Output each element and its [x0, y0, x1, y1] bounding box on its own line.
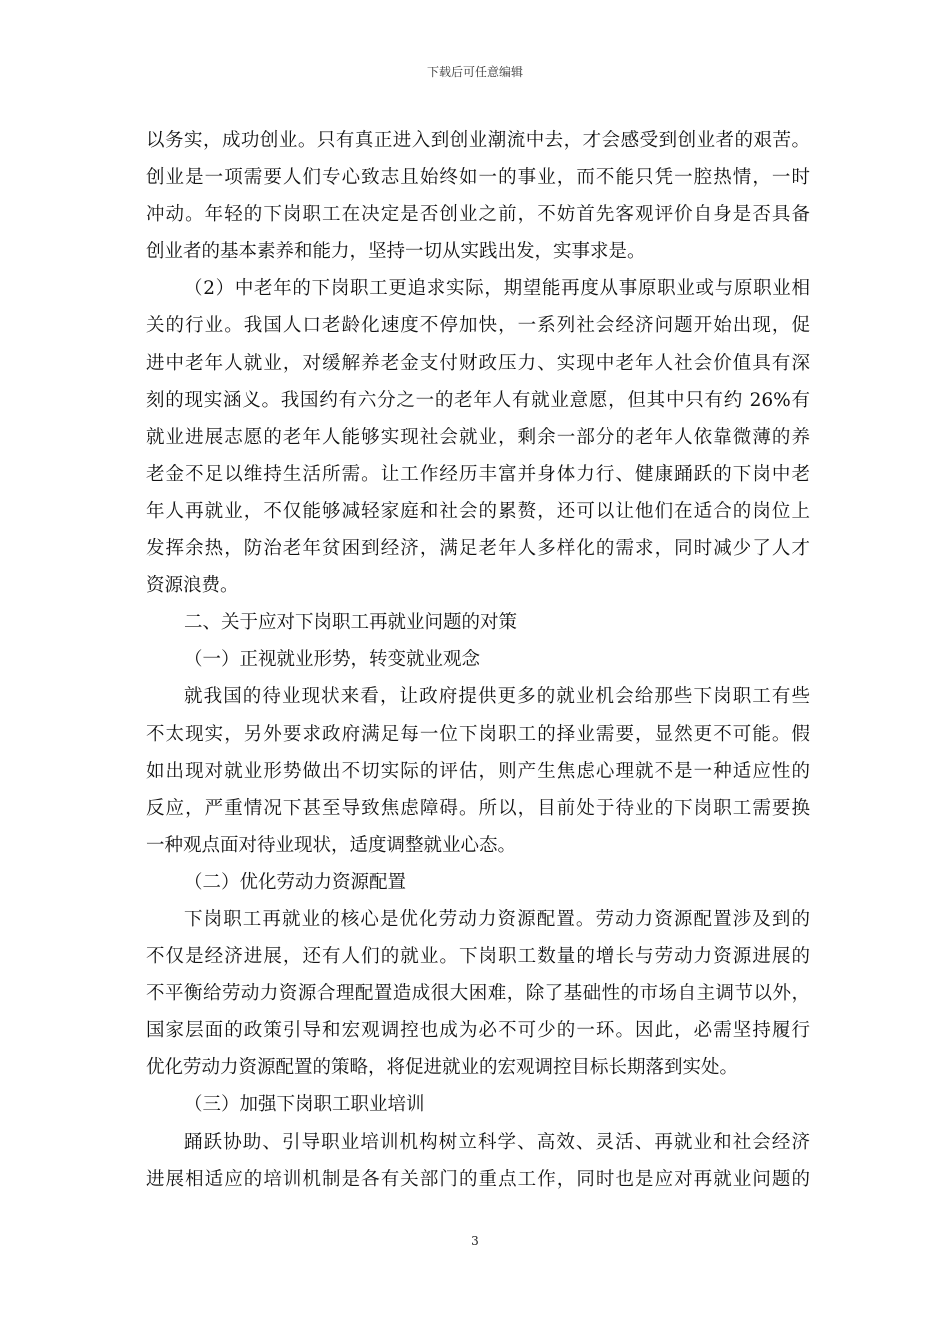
subsection-heading: （一）正视就业形势，转变就业观念 — [184, 649, 481, 671]
page-header: 下载后可任意编辑 — [426, 65, 523, 79]
text-line: 进展相适应的培训机制是各有关部门的重点工作，同时也是应对再就业问题的 — [146, 1168, 810, 1190]
text-line: 踊跃协助、引导职业培训机构树立科学、高效、灵活、再就业和社会经济 — [184, 1131, 810, 1153]
text-line: 关的行业。我国人口老龄化速度不停加快，一系列社会经济问题开始出现，促 — [146, 315, 810, 337]
text-line: 冲动。年轻的下岗职工在决定是否创业之前，不妨首先客观评价自身是否具备 — [146, 204, 810, 226]
text-line: 创业者的基本素养和能力，坚持一切从实践出发，实事求是。 — [146, 241, 646, 263]
text-line: 不平衡给劳动力资源合理配置造成很大困难，除了基础性的市场自主调节以外， — [146, 983, 810, 1005]
text-line: 以务实，成功创业。只有真正进入到创业潮流中去，才会感受到创业者的艰苦。 — [146, 130, 810, 151]
text-line: 就我国的待业现状来看，让政府提供更多的就业机会给那些下岗职工有些 — [184, 686, 810, 708]
text-line: 一种观点面对待业现状，适度调整就业心态。 — [146, 834, 517, 856]
text-line: 发挥余热，防治老年贫困到经济，满足老年人多样化的需求，同时减少了人才 — [146, 538, 810, 560]
text-line: 老金不足以维持生活所需。让工作经历丰富并身体力行、健康踊跃的下岗中老 — [146, 463, 810, 485]
text-line: 优化劳动力资源配置的策略，将促进就业的宏观调控目标长期落到实处。 — [146, 1057, 739, 1079]
subsection-heading: （三）加强下岗职工职业培训 — [184, 1094, 425, 1116]
text-line: 进中老年人就业，对缓解养老金支付财政压力、实现中老年人社会价值具有深 — [146, 352, 810, 374]
text-line: （2）中老年的下岗职工更追求实际，期望能再度从事原职业或与原职业相 — [184, 278, 810, 300]
text-line: 下岗职工再就业的核心是优化劳动力资源配置。劳动力资源配置涉及到的 — [184, 908, 810, 930]
text-line: 反应，严重情况下甚至导致焦虑障碍。所以，目前处于待业的下岗职工需要换 — [146, 797, 810, 819]
text-line: 如出现对就业形势做出不切实际的评估，则产生焦虑心理就不是一种适应性的 — [146, 760, 810, 782]
text-line: 就业进展志愿的老年人能够实现社会就业，剩余一部分的老年人依靠微薄的养 — [146, 426, 810, 448]
page-number: 3 — [471, 1234, 479, 1248]
text-line: 创业是一项需要人们专心致志且始终如一的事业，而不能只凭一腔热情，一时 — [146, 167, 810, 189]
text-line: 不太现实，另外要求政府满足每一位下岗职工的择业需要，显然更不可能。假 — [146, 723, 810, 745]
text-line: 资源浪费。 — [146, 575, 239, 597]
text-line: 国家层面的政策引导和宏观调控也成为必不可少的一环。因此，必需坚持履行 — [146, 1020, 810, 1042]
text-line: 刻的现实涵义。我国约有六分之一的老年人有就业意愿，但其中只有约 26%有 — [146, 389, 810, 411]
text-line: 年人再就业，不仅能够减轻家庭和社会的累赘，还可以让他们在适合的岗位上 — [146, 500, 810, 522]
section-heading: 二、关于应对下岗职工再就业问题的对策 — [184, 612, 518, 634]
document-body — [146, 122, 810, 1198]
text-line: 不仅是经济进展，还有人们的就业。下岗职工数量的增长与劳动力资源进展的 — [146, 946, 810, 968]
subsection-heading: （二）优化劳动力资源配置 — [184, 871, 407, 893]
